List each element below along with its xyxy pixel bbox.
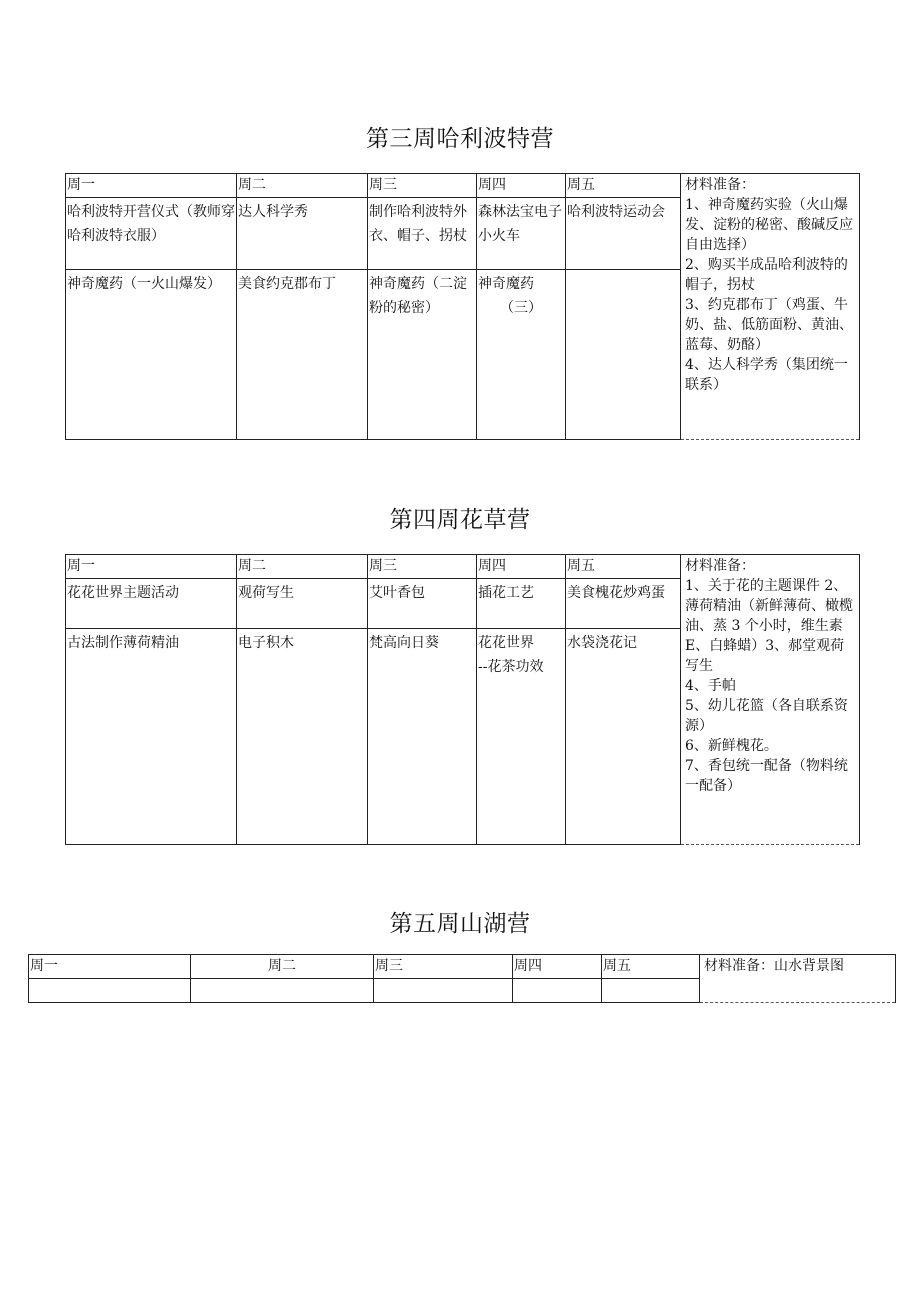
table-cell: 插花工艺 [477, 579, 566, 629]
header-tue: 周二 [237, 174, 368, 198]
table-cell: 古法制作薄荷精油 [66, 629, 237, 845]
table-cell: 美食约克郡布丁 [237, 270, 368, 440]
table-cell: 水袋浇花记 [566, 629, 681, 845]
table-cell: 哈利波特开营仪式（教师穿哈利波特衣服） [66, 198, 237, 270]
table-cell: 花花世界主题活动 [66, 579, 237, 629]
header-wed: 周三 [368, 555, 477, 579]
table-row [66, 174, 860, 198]
materials-title: 材料准备： [685, 558, 755, 574]
header-thu: 周四 [513, 955, 602, 979]
materials-item: 5、幼儿花篮（各自联系资源） [685, 698, 848, 734]
header-wed: 周三 [374, 955, 513, 979]
header-fri: 周五 [602, 955, 700, 979]
header-fri: 周五 [566, 555, 681, 579]
table-cell: 观荷写生 [237, 579, 368, 629]
table-cell: 森林法宝电子小火车 [477, 198, 566, 270]
cell-line: --花茶功效 [478, 659, 544, 675]
materials-cell [681, 174, 860, 440]
week5-table [28, 954, 896, 1003]
table-row [66, 555, 860, 579]
materials-item: 4、手帕 [685, 678, 736, 694]
header-mon: 周一 [29, 955, 191, 979]
week3-table [65, 173, 860, 440]
header-mon: 周一 [66, 174, 237, 198]
header-wed: 周三 [368, 174, 477, 198]
cell-line: （三） [500, 300, 542, 316]
header-thu: 周四 [477, 174, 566, 198]
header-thu: 周四 [477, 555, 566, 579]
table-cell: 神奇魔药（二淀粉的秘密） [368, 270, 477, 440]
header-fri: 周五 [566, 174, 681, 198]
materials-item: 7、香包统一配备（物料统一配备） [685, 758, 848, 794]
table-cell [477, 270, 566, 440]
week4-table [65, 554, 860, 845]
table-cell: 电子积木 [237, 629, 368, 845]
materials-item: 6、新鲜槐花。 [685, 738, 778, 754]
table-cell [191, 979, 374, 1003]
table-cell: 制作哈利波特外衣、帽子、拐杖 [368, 198, 477, 270]
table-row [29, 955, 896, 979]
materials-item: 4、达人科学秀（集团统一联系） [685, 357, 848, 393]
cell-line: 神奇魔药 [478, 276, 534, 292]
materials-title: 材料准备： [685, 177, 755, 193]
materials-item: 3、约克郡布丁（鸡蛋、牛奶、盐、低筋面粉、黄油、蓝莓、奶酪） [685, 297, 853, 353]
table-cell: 哈利波特运动会 [566, 198, 681, 270]
materials-cell [681, 555, 860, 845]
table-cell: 达人科学秀 [237, 198, 368, 270]
materials-cell: 材料准备：山水背景图 [700, 955, 896, 1003]
materials-item: 2、购买半成品哈利波特的帽子，拐杖 [685, 257, 848, 293]
table-cell: 神奇魔药（一火山爆发） [66, 270, 237, 440]
table-cell [29, 979, 191, 1003]
table-cell [513, 979, 602, 1003]
table-cell [374, 979, 513, 1003]
table-cell: 美食槐花炒鸡蛋 [566, 579, 681, 629]
cell-line: 花花世界 [478, 635, 534, 651]
week4-title: 第四周花草营 [389, 507, 531, 533]
header-tue: 周二 [237, 555, 368, 579]
table-cell: 梵高向日葵 [368, 629, 477, 845]
table-cell: 艾叶香包 [368, 579, 477, 629]
week3-title: 第三周哈利波特营 [366, 126, 554, 152]
materials-item: 1、神奇魔药实验（火山爆发、淀粉的秘密、酸碱反应自由选择） [685, 197, 853, 253]
header-tue: 周二 [191, 955, 374, 979]
table-cell [566, 270, 681, 440]
table-cell [477, 629, 566, 845]
header-mon: 周一 [66, 555, 237, 579]
table-cell [602, 979, 700, 1003]
materials-item: 1、关于花的主题课件 2、薄荷精油（新鲜薄荷、橄榄油、蒸 3 个小时，维生素 E、白蜂蜡）3、郝堂观荷写生 [685, 578, 853, 674]
week5-title: 第五周山湖营 [389, 911, 531, 937]
